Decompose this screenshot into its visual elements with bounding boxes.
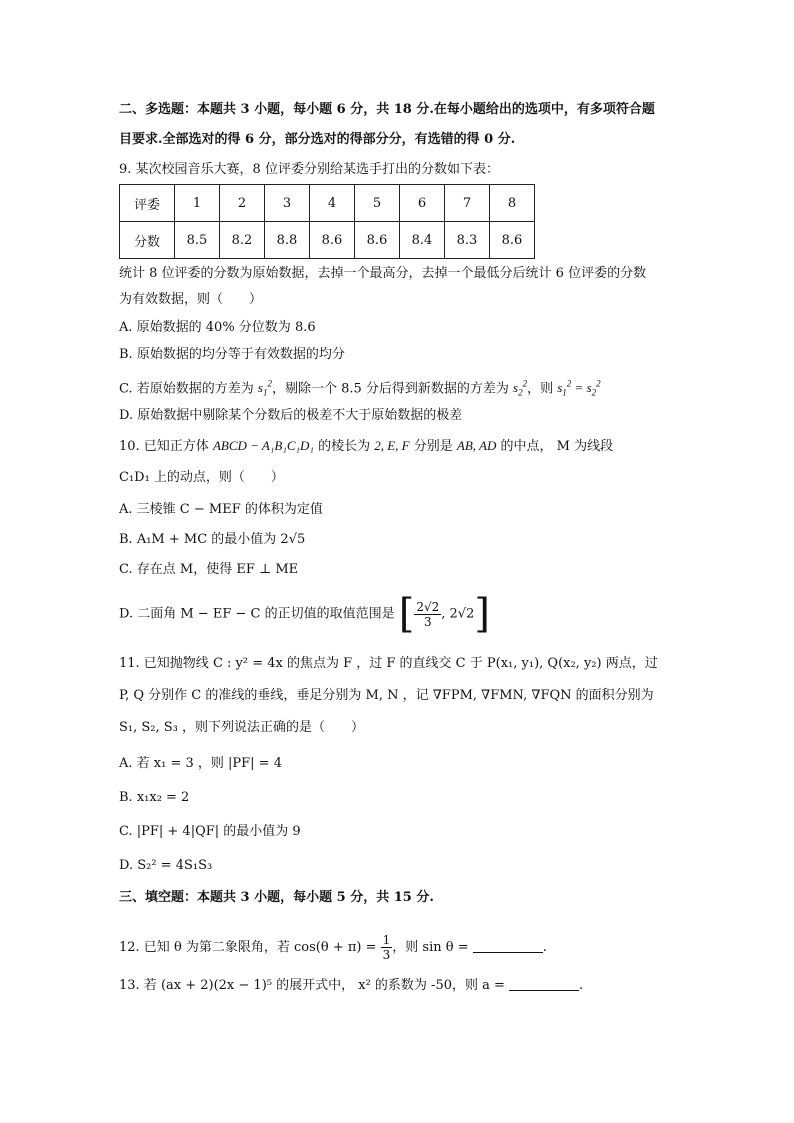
left-bracket-icon: [ bbox=[398, 591, 415, 637]
q11-line3: S₁, S₂, S₃ ，则下列说法正确的是（ ） bbox=[119, 720, 365, 735]
table-header-cell: 评委 bbox=[120, 185, 175, 222]
answer-blank[interactable] bbox=[473, 938, 543, 953]
q9-score-table bbox=[119, 184, 535, 259]
fraction-denominator: 3 bbox=[382, 948, 391, 962]
q11-option-c: C. |PF| + 4|QF| 的最小值为 9 bbox=[119, 824, 301, 839]
table-row bbox=[120, 222, 535, 259]
table-cell: 8 bbox=[490, 185, 535, 222]
q9-option-c-mid: ，剔除一个 8.5 分后得到新数据的方差为 bbox=[271, 381, 514, 397]
q13: 13. 若 (ax + 2)(2x − 1)⁵ 的展开式中， x² 的系数为 -50，则 a = . bbox=[119, 978, 584, 993]
q10-stem bbox=[119, 436, 613, 457]
q10-option-d bbox=[119, 591, 490, 637]
table-cell: 4 bbox=[310, 185, 355, 222]
q10-option-d-pre: D. 二面角 M − EF − C 的正切值的取值范围是 bbox=[119, 606, 399, 622]
section-2-heading-line2: 目要求.全部选对的得 6 分，部分选对的得部分分，有选错的得 0 分. bbox=[119, 132, 516, 147]
table-cell: 1 bbox=[175, 185, 220, 222]
q11-line1: 11. 已知抛物线 C : y² = 4x 的焦点为 F ，过 F 的直线交 C 于 P(x₁, y₁), Q(x₂, y₂) 两点，过 bbox=[119, 656, 658, 671]
q10-cube-name: ABCD − A₁B₁C₁D₁ bbox=[212, 438, 314, 453]
q10-stem-mid2: 分别是 bbox=[409, 439, 457, 454]
table-cell: 8.4 bbox=[400, 222, 445, 259]
q12-post: ，则 sin θ = bbox=[392, 940, 473, 955]
fraction bbox=[381, 933, 393, 962]
q10-option-c: C. 存在点 M，使得 EF ⊥ ME bbox=[119, 562, 299, 577]
q9-option-b: B. 原始数据的均分等于有效数据的均分 bbox=[119, 347, 345, 362]
q10-stem-segments: AB, AD bbox=[456, 438, 497, 453]
q12-pre: 12. 已知 θ 为第二象限角，若 cos(θ + π) = bbox=[119, 940, 381, 955]
right-bracket-icon: ] bbox=[474, 591, 490, 637]
q12: 12. 已知 θ 为第二象限角，若 cos(θ + π) = $\frac{1}{3}$ ，则 sin θ = . bbox=[119, 933, 547, 962]
table-cell: 3 bbox=[265, 185, 310, 222]
fraction-denominator: 3 bbox=[423, 614, 432, 629]
q10-stem-vals: 2, E, F bbox=[374, 438, 410, 453]
table-cell: 8.3 bbox=[445, 222, 490, 259]
q9-text-line-b: 为有效数据，则（ ） bbox=[119, 292, 263, 307]
q10-option-b-pre: B. A₁M + MC bbox=[119, 532, 208, 547]
q9-option-c bbox=[119, 374, 601, 403]
q9-option-c-pre: C. 若原始数据的方差为 bbox=[119, 381, 258, 397]
table-cell: 7 bbox=[445, 185, 490, 222]
math-s2-squared: $s_2^2$ bbox=[513, 379, 528, 398]
table-cell: 8.6 bbox=[310, 222, 355, 259]
q13-pre: 13. 若 (ax + 2)(2x − 1)⁵ 的展开式中， x² 的系数为 -50，则 a = bbox=[119, 978, 510, 993]
table-row bbox=[120, 185, 535, 222]
q11-option-a: A. 若 x₁ = 3 ，则 |PF| = 4 bbox=[119, 756, 282, 771]
table-cell: 2 bbox=[220, 185, 265, 222]
q10-option-b-post: 的最小值为 2√5 bbox=[207, 532, 306, 547]
fraction bbox=[414, 600, 441, 629]
table-cell: 8.8 bbox=[265, 222, 310, 259]
table-cell: 8.6 bbox=[490, 222, 535, 259]
q9-stem: 9. 某次校园音乐大赛，8 位评委分别给某选手打出的分数如下表： bbox=[119, 162, 499, 177]
table-header-cell: 分数 bbox=[120, 222, 175, 259]
q10-option-d-post: , 2√2 bbox=[441, 606, 475, 622]
fraction-numerator: 2√2 bbox=[416, 599, 440, 614]
q10-line2: C₁D₁ 上的动点，则（ ） bbox=[119, 470, 284, 485]
section-2-heading-line1: 二、多选题：本题共 3 小题，每小题 6 分，共 18 分.在每小题给出的选项中，有多项符合题 bbox=[119, 102, 655, 117]
q10-option-b bbox=[119, 530, 305, 550]
table-cell: 6 bbox=[400, 185, 445, 222]
q10-option-a: A. 三棱锥 C − MEF 的体积为定值 bbox=[119, 502, 323, 517]
table-cell: 8.6 bbox=[355, 222, 400, 259]
q10-stem-mid: 的棱长为 bbox=[313, 439, 375, 454]
q9-text-line-a: 统计 8 位评委的分数为原始数据，去掉一个最高分，去掉一个最低分后统计 6 位评委的分数 bbox=[119, 266, 647, 281]
section-3-heading: 三、填空题：本题共 3 小题，每小题 5 分，共 15 分. bbox=[119, 890, 434, 905]
math-s1-squared: $s_1^2$ bbox=[257, 379, 272, 398]
q9-option-a: A. 原始数据的 40% 分位数为 8.6 bbox=[119, 320, 316, 335]
q11-line2: P, Q 分别作 C 的准线的垂线，垂足分别为 M, N ，记 ∇FPM, ∇FMN, ∇FQN 的面积分别为 bbox=[119, 688, 654, 703]
fraction-numerator: 1 bbox=[382, 933, 391, 947]
table-cell: 5 bbox=[355, 185, 400, 222]
table-cell: 8.5 bbox=[175, 222, 220, 259]
q9-option-c-post: ，则 bbox=[527, 381, 558, 397]
q11-option-d: D. S₂² = 4S₁S₃ bbox=[119, 858, 213, 873]
math-s1-eq-s2: $s_1^2 = s_2^2$ bbox=[557, 379, 601, 398]
q10-stem-post: 的中点， M 为线段 bbox=[496, 439, 614, 454]
q10-stem-pre: 10. 已知正方体 bbox=[119, 439, 213, 454]
q11-option-b: B. x₁x₂ = 2 bbox=[119, 790, 190, 805]
q9-option-d: D. 原始数据中剔除某个分数后的极差不大于原始数据的极差 bbox=[119, 408, 463, 423]
answer-blank[interactable] bbox=[509, 976, 579, 991]
table-cell: 8.2 bbox=[220, 222, 265, 259]
